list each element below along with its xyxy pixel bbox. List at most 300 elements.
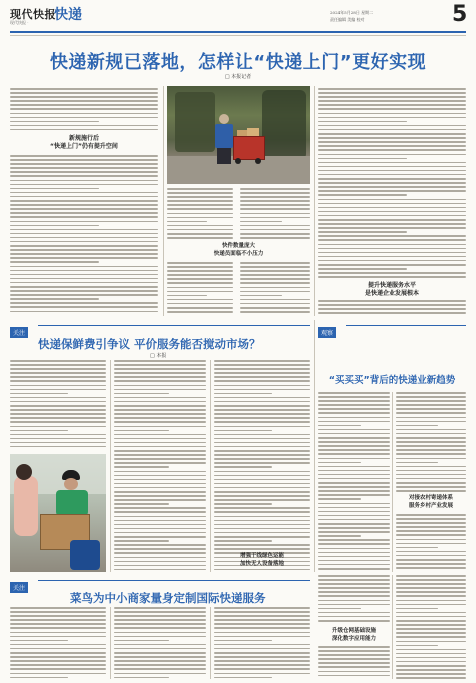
- text-line: [396, 466, 466, 468]
- text-line: [214, 438, 310, 440]
- text-line: [167, 208, 233, 210]
- text-line: [10, 167, 158, 169]
- text-line: [214, 548, 310, 550]
- text-line: [10, 270, 158, 272]
- column-rule: [314, 86, 315, 316]
- text-line: [318, 564, 390, 566]
- text-line: [114, 673, 206, 675]
- text-line: [214, 569, 310, 570]
- text-line: [240, 237, 310, 239]
- text-line: [318, 149, 466, 151]
- text-line: [10, 286, 158, 288]
- text-line: [214, 376, 310, 378]
- text-line: [396, 404, 466, 406]
- text-line: [10, 257, 158, 259]
- text-line: [318, 400, 390, 402]
- text-line: [167, 266, 233, 268]
- text-line: [318, 482, 390, 484]
- guanzhu-author: □ 本报: [150, 353, 167, 359]
- text-line: [396, 412, 466, 414]
- text-line: [318, 392, 390, 394]
- text-line: [114, 516, 206, 518]
- text-line: [214, 627, 310, 629]
- text-line: [318, 519, 390, 521]
- customer-figure: [14, 476, 38, 536]
- text-line: [114, 401, 206, 403]
- text-line: [214, 434, 310, 436]
- text-line: [240, 188, 310, 190]
- text-line: [240, 196, 310, 198]
- text-line: [318, 264, 466, 266]
- text-line: [396, 441, 466, 443]
- text-line: [214, 389, 310, 391]
- text-line: [10, 282, 158, 284]
- text-line: [214, 544, 310, 546]
- text-line: [318, 474, 390, 476]
- text-line: [10, 129, 158, 131]
- text-line: [214, 636, 310, 638]
- text-line: [318, 219, 466, 221]
- text-line: [114, 491, 206, 493]
- text-line: [114, 503, 169, 505]
- column-rule: [210, 607, 211, 679]
- text-line: [114, 540, 169, 542]
- text-line: [114, 636, 206, 638]
- text-line: [396, 604, 466, 606]
- text-line: [114, 397, 206, 399]
- text-line: [396, 453, 466, 455]
- text-line: [214, 491, 310, 493]
- text-line: [240, 299, 310, 301]
- text-line: [318, 666, 390, 668]
- section-label: 快递: [54, 7, 82, 23]
- text-line: [318, 276, 466, 278]
- text-line: [240, 217, 310, 219]
- article-text-block: [214, 360, 310, 570]
- text-line: [10, 438, 106, 440]
- text-line: [396, 547, 438, 549]
- text-line: [318, 523, 390, 525]
- text-line: [114, 376, 206, 378]
- guancha-headline: “买买买”背后的快递业新趋势: [328, 375, 456, 386]
- text-line: [10, 212, 158, 214]
- text-line: [214, 656, 310, 658]
- text-line: [10, 615, 106, 617]
- article-text-block: [240, 188, 310, 240]
- text-line: [318, 207, 466, 209]
- text-line: [318, 658, 390, 660]
- text-line: [396, 470, 466, 472]
- text-line: [167, 200, 233, 202]
- text-line: [318, 235, 466, 237]
- text-line: [214, 458, 310, 460]
- column-rule: [210, 360, 211, 572]
- text-line: [10, 100, 158, 102]
- text-line: [214, 507, 310, 509]
- text-line: [114, 507, 206, 509]
- text-line: [10, 278, 158, 280]
- text-line: [318, 498, 361, 500]
- text-line: [114, 607, 206, 609]
- text-line: [214, 479, 310, 481]
- text-line: [214, 536, 310, 538]
- text-line: [10, 619, 106, 621]
- text-line: [396, 649, 466, 651]
- text-line: [396, 595, 466, 597]
- text-line: [214, 540, 272, 542]
- text-line: [318, 646, 390, 648]
- text-line: [396, 555, 466, 557]
- text-line: [114, 536, 206, 538]
- section-tag: 观察: [318, 327, 336, 338]
- text-line: [240, 213, 310, 215]
- text-line: [167, 278, 233, 280]
- text-line: [10, 442, 106, 444]
- text-line: [396, 653, 466, 655]
- text-line: [10, 171, 158, 173]
- text-line: [214, 528, 310, 530]
- text-line: [114, 619, 206, 621]
- text-line: [10, 245, 158, 247]
- text-line: [214, 511, 310, 513]
- text-line: [167, 204, 233, 206]
- text-line: [318, 260, 466, 262]
- text-line: [318, 429, 390, 431]
- text-line: [396, 632, 466, 634]
- text-line: [114, 487, 206, 489]
- section-tag: 关注: [10, 327, 28, 338]
- byline: □ 本报记者: [224, 74, 252, 80]
- text-line: [114, 389, 206, 391]
- courier-shirt: [56, 490, 88, 516]
- article-text-block: [396, 392, 466, 492]
- text-line: [240, 287, 310, 289]
- text-line: [10, 117, 158, 119]
- text-line: [10, 121, 99, 123]
- text-line: [318, 433, 390, 435]
- text-line: [240, 274, 310, 276]
- article-text-block: [318, 392, 390, 572]
- text-line: [318, 531, 390, 533]
- text-line: [396, 543, 466, 545]
- text-line: [10, 155, 158, 157]
- text-line: [396, 641, 466, 643]
- text-line: [167, 311, 233, 313]
- text-line: [10, 607, 106, 609]
- text-line: [318, 182, 466, 184]
- text-line: [214, 417, 310, 419]
- article-text-block: [318, 88, 466, 280]
- text-line: [318, 445, 390, 447]
- text-line: [240, 192, 310, 194]
- main-headline: 快递新规已落地，怎样让“快递上门”更好实现: [49, 52, 427, 73]
- text-line: [240, 303, 310, 305]
- text-line: [10, 196, 158, 198]
- text-line: [396, 620, 466, 622]
- right-subhead: 提升快递服务水平 是快递企业发展根本: [364, 282, 419, 297]
- text-line: [318, 535, 361, 537]
- text-line: [318, 650, 390, 652]
- text-line: [114, 548, 206, 550]
- text-line: [10, 237, 158, 239]
- text-line: [318, 662, 390, 664]
- text-line: [318, 543, 390, 545]
- text-line: [396, 612, 466, 614]
- text-line: [318, 441, 390, 443]
- text-line: [318, 300, 466, 302]
- text-line: [396, 462, 438, 464]
- text-line: [114, 640, 169, 642]
- text-line: [167, 299, 233, 301]
- text-line: [396, 526, 466, 528]
- text-line: [396, 482, 466, 484]
- text-line: [240, 270, 310, 272]
- text-line: [10, 380, 106, 382]
- text-line: [318, 591, 390, 593]
- text-line: [114, 393, 169, 395]
- text-line: [396, 661, 466, 663]
- text-line: [318, 675, 390, 677]
- article-text-block: [396, 575, 466, 679]
- text-line: [10, 229, 158, 231]
- text-line: [10, 393, 68, 395]
- text-line: [240, 225, 310, 227]
- text-line: [318, 312, 466, 314]
- text-line: [114, 360, 206, 362]
- text-line: [318, 199, 466, 201]
- text-line: [318, 671, 390, 673]
- text-line: [318, 515, 390, 517]
- text-line: [240, 311, 310, 313]
- text-line: [318, 231, 407, 233]
- news-photo: [167, 86, 310, 184]
- text-line: [10, 125, 158, 127]
- text-line: [10, 104, 158, 106]
- photo-caption-subhead: 快件数量庞大 快递员面临不小压力: [213, 243, 264, 257]
- text-line: [396, 514, 466, 516]
- text-line: [10, 241, 158, 243]
- text-line: [214, 466, 272, 468]
- text-line: [10, 364, 106, 366]
- article-text-block: [214, 607, 310, 679]
- text-line: [318, 539, 390, 541]
- text-line: [318, 620, 390, 622]
- text-line: [318, 587, 390, 589]
- text-line: [318, 612, 390, 614]
- text-line: [214, 426, 310, 428]
- text-line: [114, 623, 206, 625]
- text-line: [318, 462, 361, 464]
- text-line: [396, 478, 466, 480]
- text-line: [10, 656, 106, 658]
- text-line: [10, 180, 158, 182]
- text-line: [10, 266, 158, 268]
- text-line: [396, 408, 466, 410]
- text-line: [214, 532, 310, 534]
- text-line: [318, 154, 466, 156]
- text-line: [10, 652, 106, 654]
- text-line: [167, 188, 233, 190]
- text-line: [396, 486, 466, 488]
- text-line: [214, 393, 272, 395]
- column-rule: [163, 86, 164, 316]
- text-line: [396, 583, 466, 585]
- text-line: [396, 575, 466, 577]
- text-line: [396, 608, 438, 610]
- text-line: [318, 308, 466, 310]
- article-text-block: [396, 514, 466, 572]
- text-line: [10, 627, 106, 629]
- text-line: [10, 413, 106, 415]
- text-line: [214, 368, 310, 370]
- text-line: [167, 221, 207, 223]
- text-line: [167, 213, 233, 215]
- text-line: [10, 677, 68, 679]
- text-line: [214, 499, 310, 501]
- text-line: [10, 611, 106, 613]
- section-header-guanzhu: [10, 320, 310, 337]
- text-line: [214, 421, 310, 423]
- text-line: [318, 158, 407, 160]
- text-line: [214, 450, 310, 452]
- text-line: [240, 204, 310, 206]
- text-line: [318, 141, 466, 143]
- text-line: [10, 389, 106, 391]
- text-line: [114, 450, 206, 452]
- text-line: [114, 483, 206, 485]
- text-line: [114, 438, 206, 440]
- text-line: [318, 145, 466, 147]
- text-line: [167, 262, 233, 264]
- text-line: [318, 486, 390, 488]
- text-line: [114, 632, 206, 634]
- text-line: [214, 430, 272, 432]
- text-line: [396, 449, 466, 451]
- text-line: [10, 298, 99, 300]
- text-line: [214, 385, 310, 387]
- text-line: [214, 475, 310, 477]
- article-text-block: [318, 300, 466, 317]
- text-line: [396, 559, 466, 561]
- text-line: [396, 396, 466, 398]
- text-line: [396, 474, 466, 476]
- page-number: 5: [452, 2, 468, 27]
- text-line: [214, 442, 310, 444]
- text-line: [318, 579, 390, 581]
- text-line: [396, 400, 466, 402]
- text-line: [10, 221, 158, 223]
- text-line: [396, 579, 466, 581]
- text-line: [167, 192, 233, 194]
- text-line: [114, 648, 206, 650]
- text-line: [396, 563, 466, 565]
- text-line: [214, 364, 310, 366]
- text-line: [318, 583, 390, 585]
- text-line: [114, 421, 206, 423]
- text-line: [114, 426, 206, 428]
- text-line: [114, 668, 206, 670]
- text-line: [10, 306, 158, 308]
- text-line: [10, 644, 106, 646]
- text-line: [318, 272, 466, 274]
- guancha-sub-2: 对接农村寄递体系 服务乡村产业发展: [408, 495, 453, 509]
- text-line: [318, 100, 466, 102]
- text-line: [114, 434, 206, 436]
- text-line: [114, 656, 206, 658]
- text-line: [396, 657, 466, 659]
- text-line: [214, 664, 310, 666]
- text-line: [114, 611, 206, 613]
- text-line: [214, 648, 310, 650]
- text-line: [318, 166, 466, 168]
- text-line: [167, 307, 233, 309]
- text-line: [396, 425, 438, 427]
- text-line: [214, 487, 310, 489]
- text-line: [10, 311, 158, 313]
- text-line: [318, 425, 361, 427]
- text-line: [318, 215, 466, 217]
- text-line: [10, 249, 158, 251]
- text-line: [318, 203, 466, 205]
- text-line: [167, 287, 233, 289]
- text-line: [114, 528, 206, 530]
- text-line: [10, 632, 106, 634]
- column-rule: [392, 392, 393, 572]
- text-line: [214, 360, 310, 362]
- text-line: [214, 454, 310, 456]
- text-line: [10, 673, 106, 675]
- text-line: [10, 113, 158, 115]
- text-line: [10, 360, 106, 362]
- text-line: [10, 668, 106, 670]
- text-line: [396, 616, 466, 618]
- text-line: [167, 303, 233, 305]
- text-line: [396, 539, 466, 541]
- text-line: [114, 520, 206, 522]
- text-line: [114, 471, 206, 473]
- text-line: [114, 405, 206, 407]
- text-line: [318, 417, 390, 419]
- text-line: [10, 159, 158, 161]
- text-line: [10, 417, 106, 419]
- text-line: [114, 417, 206, 419]
- text-line: [214, 503, 272, 505]
- text-line: [214, 644, 310, 646]
- guancha-sub-1: 增强干线绿色运能 加快无人设备落地: [239, 553, 284, 567]
- text-line: [318, 239, 466, 241]
- text-line: [396, 534, 466, 536]
- text-line: [114, 664, 206, 666]
- article-text-block: [318, 646, 390, 679]
- text-line: [214, 495, 310, 497]
- text-line: [10, 368, 106, 370]
- text-line: [318, 503, 390, 505]
- text-line: [396, 628, 466, 630]
- issue-meta: 责任编辑 美编 校对: [330, 17, 365, 22]
- masthead-rule: [10, 31, 466, 33]
- article-text-block: [114, 360, 206, 570]
- text-line: [318, 421, 390, 423]
- text-line: [318, 186, 466, 188]
- text-line: [396, 445, 466, 447]
- guancha-sub-3: 升级仓网基础设施 深化数字应用能力: [331, 628, 376, 642]
- text-line: [167, 233, 233, 235]
- text-line: [318, 178, 466, 180]
- text-line: [214, 632, 310, 634]
- text-line: [396, 518, 466, 520]
- text-line: [214, 483, 310, 485]
- text-line: [318, 466, 390, 468]
